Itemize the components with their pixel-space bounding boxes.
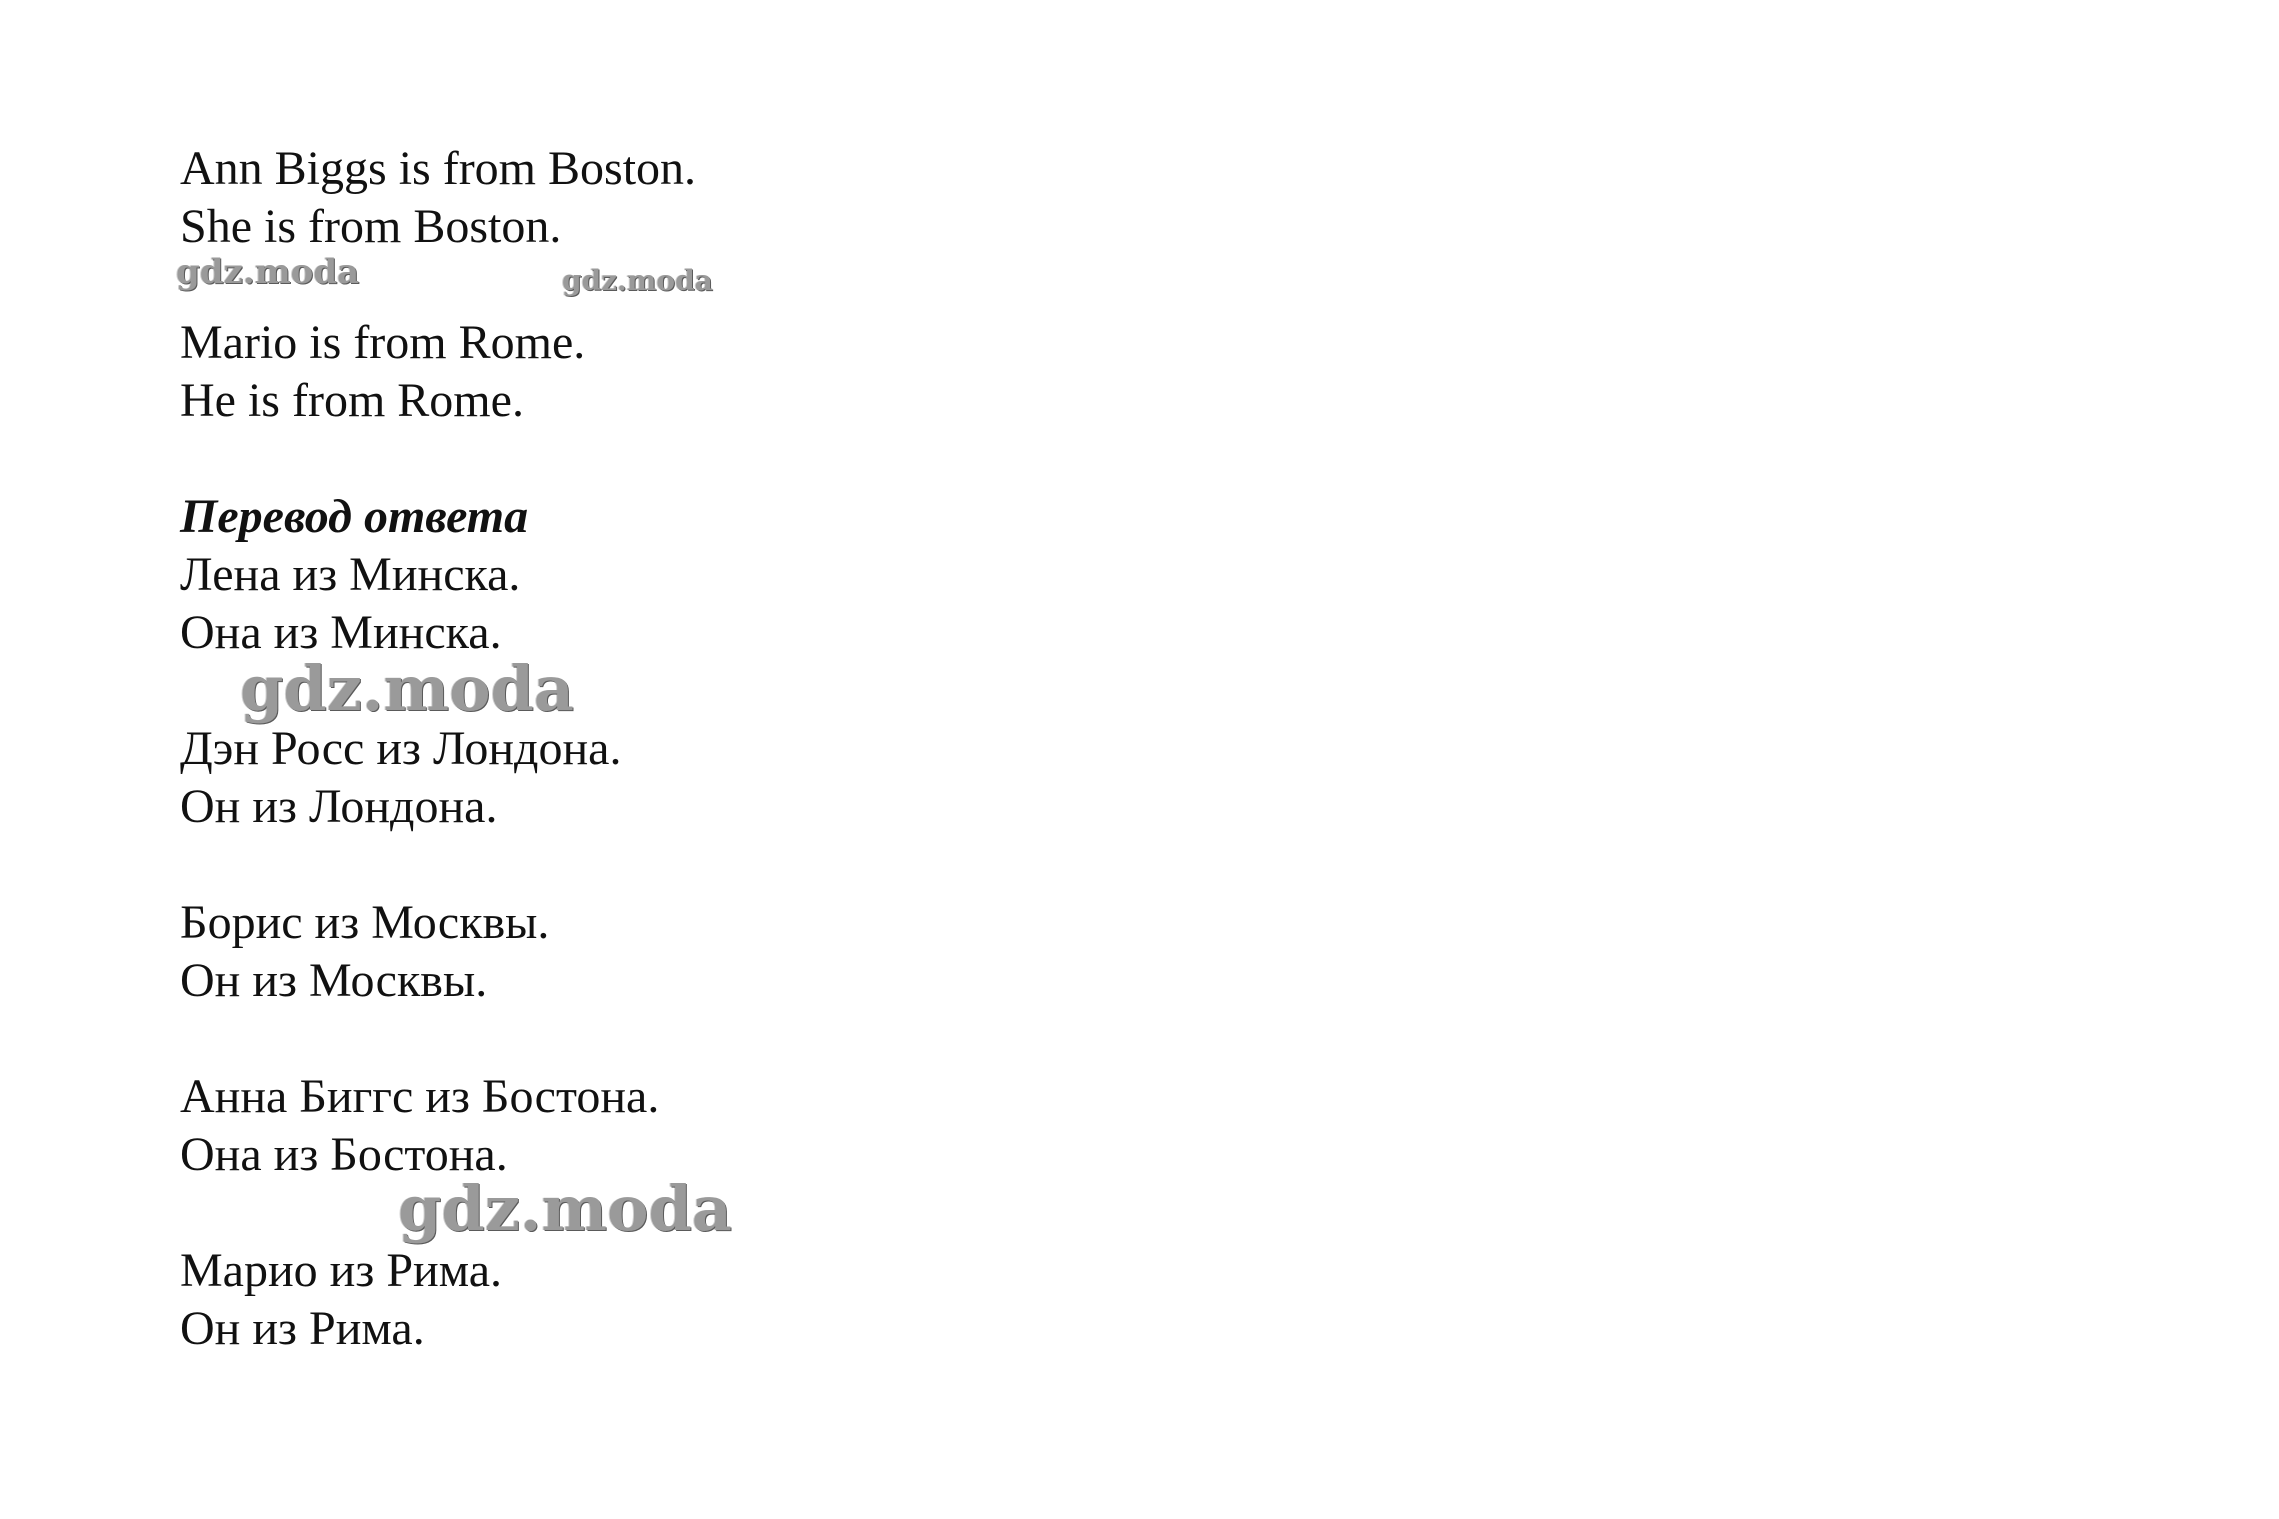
english-line-1: Ann Biggs is from Boston. xyxy=(180,142,697,195)
translation-line-8: Она из Бостона. xyxy=(180,1128,508,1181)
watermark-logo: gdz.moda xyxy=(240,652,574,725)
translation-line-1: Лена из Минска. xyxy=(180,548,521,601)
translation-heading: Перевод ответа xyxy=(180,490,529,543)
translation-line-5: Борис из Москвы. xyxy=(180,896,550,949)
translation-line-2: Она из Минска. xyxy=(180,606,502,659)
english-line-2: She is from Boston. xyxy=(180,200,562,253)
translation-line-9: Марио из Рима. xyxy=(180,1244,503,1297)
watermark-logo: gdz.moda xyxy=(398,1172,732,1245)
watermark-logo: gdz.moda xyxy=(176,252,360,292)
translation-line-10: Он из Рима. xyxy=(180,1302,425,1355)
translation-line-3: Дэн Росс из Лондона. xyxy=(180,722,622,775)
translation-line-6: Он из Москвы. xyxy=(180,954,488,1007)
translation-line-7: Анна Биггс из Бостона. xyxy=(180,1070,660,1123)
english-line-4: He is from Rome. xyxy=(180,374,524,427)
watermark-logo: gdz.moda xyxy=(562,264,713,297)
translation-line-4: Он из Лондона. xyxy=(180,780,498,833)
english-line-3: Mario is from Rome. xyxy=(180,316,586,369)
